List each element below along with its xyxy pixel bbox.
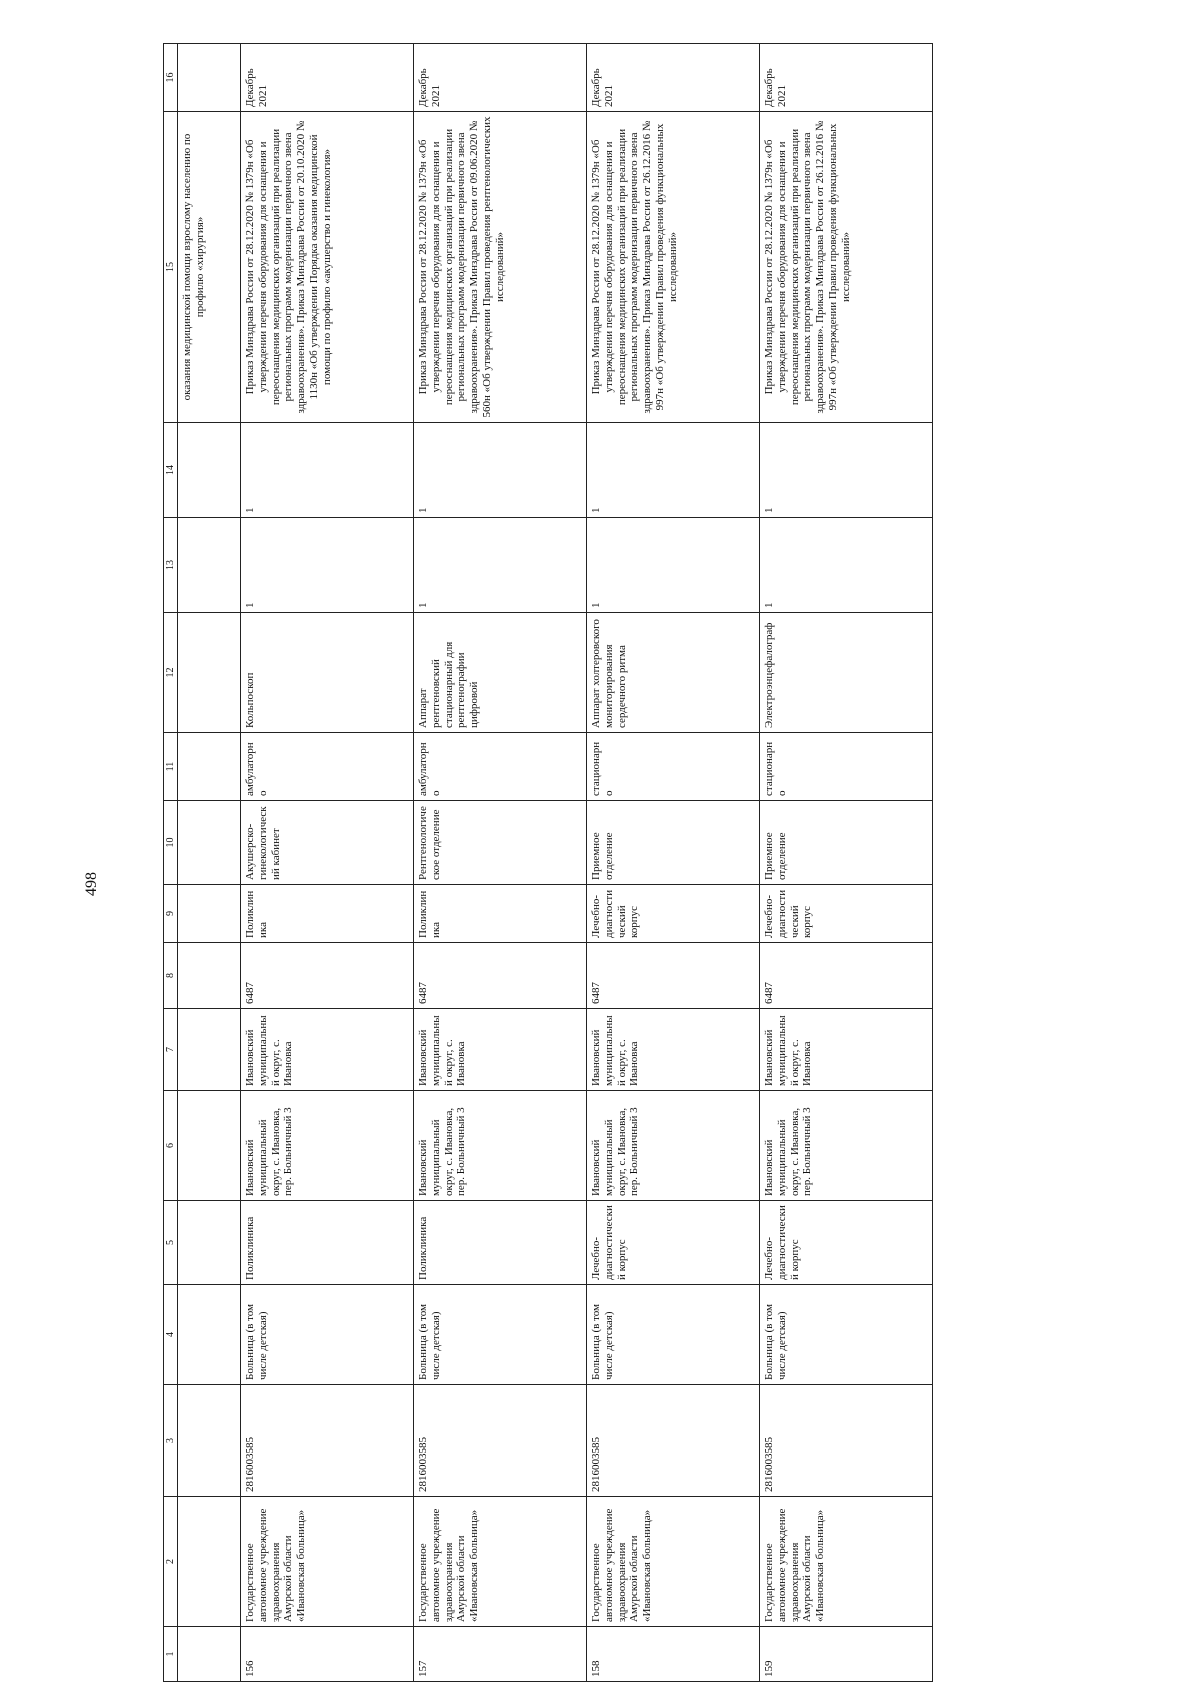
column-number: 11 [164, 733, 178, 801]
unit-cell: Поликлиника [241, 885, 414, 943]
care-mode-cell: амбулаторно [414, 733, 587, 801]
empty-cell [178, 423, 241, 518]
inn-cell: 2816003585 [241, 1385, 414, 1497]
department-cell: Приемное отделение [760, 801, 933, 885]
table-row [760, 44, 933, 1682]
column-number: 15 [164, 112, 178, 423]
care-mode-cell: стационарно [587, 733, 760, 801]
regulation-cell: Приказ Минздрава России от 28.12.2020 № 1379н «Об утверждении перечня оборудования для оснащения и переоснащения медицинских организаций при реализации региональных программ модернизации первичного звена здравоохранения». Приказ Минздрава России от 26.12.2016 № 997н «Об утверждении Правил проведения функциональных исследований» [760, 112, 933, 423]
empty-cell [178, 1009, 241, 1091]
page-number: 498 [83, 872, 100, 896]
empty-cell [178, 1627, 241, 1682]
quantity-cell: 1 [241, 518, 414, 613]
quantity-cell: 1 [587, 423, 760, 518]
column-number: 7 [164, 1009, 178, 1091]
quantity-cell: 1 [414, 518, 587, 613]
regulation-cell: Приказ Минздрава России от 28.12.2020 № 1379н «Об утверждении перечня оборудования для оснащения и переоснащения медицинских организаций при реализации региональных программ модернизации первичного звена здравоохранения». Приказ Минздрава России от 26.12.2016 № 997н «Об утверждении Правил проведения функциональных исследований» [587, 112, 760, 423]
column-number-row [164, 44, 178, 1682]
regulation-cell: Приказ Минздрава России от 28.12.2020 № 1379н «Об утверждении перечня оборудования для оснащения и переоснащения медицинских организаций при реализации региональных программ модернизации первичного звена здравоохранения». Приказ Минздрава России от 20.10.2020 № 1130н «Об утверждении Порядка оказания медицинской помощи по профилю «акушерство и гинекология» [241, 112, 414, 423]
column-number: 9 [164, 885, 178, 943]
building-cell: Поликлиника [241, 1201, 414, 1285]
column-number: 4 [164, 1285, 178, 1385]
equipment-cell: Аппарат рентгеновский стационарный для рентгенографии цифровой [414, 613, 587, 733]
empty-cell [178, 518, 241, 613]
column-number: 12 [164, 613, 178, 733]
column-number: 10 [164, 801, 178, 885]
empty-cell [178, 613, 241, 733]
date-cell: Декабрь 2021 [760, 44, 933, 112]
facility-type-cell: Больница (в том числе детская) [587, 1285, 760, 1385]
row-number-cell: 159 [760, 1627, 933, 1682]
equipment-cell: Кольпоскоп [241, 613, 414, 733]
empty-cell [178, 943, 241, 1009]
row-number-cell: 157 [414, 1627, 587, 1682]
column-number: 6 [164, 1091, 178, 1201]
code-cell: 6487 [760, 943, 933, 1009]
column-number: 8 [164, 943, 178, 1009]
unit-cell: Лечебно-диагностический корпус [760, 885, 933, 943]
empty-cell [178, 1285, 241, 1385]
table-row [241, 44, 414, 1682]
facility-type-cell: Больница (в том числе детская) [241, 1285, 414, 1385]
quantity-cell: 1 [587, 518, 760, 613]
quantity-cell: 1 [241, 423, 414, 518]
building-cell: Лечебно-диагностический корпус [587, 1201, 760, 1285]
data-rows [241, 44, 933, 1682]
department-cell: Акушерско-гинекологический кабинет [241, 801, 414, 885]
column-number: 1 [164, 1627, 178, 1682]
column-number: 2 [164, 1497, 178, 1627]
column-number: 3 [164, 1385, 178, 1497]
unit-cell: Поликлиника [414, 885, 587, 943]
empty-cell [178, 801, 241, 885]
inn-cell: 2816003585 [414, 1385, 587, 1497]
empty-cell [178, 1201, 241, 1285]
unit-cell: Лечебно-диагностический корпус [587, 885, 760, 943]
table-row [414, 44, 587, 1682]
date-cell: Декабрь 2021 [587, 44, 760, 112]
care-mode-cell: стационарно [760, 733, 933, 801]
code-cell: 6487 [587, 943, 760, 1009]
address-cell: Ивановский муниципальный округ, с. Ивановка, пер. Больничный 3 [760, 1091, 933, 1201]
row-number-cell: 158 [587, 1627, 760, 1682]
empty-cell [178, 733, 241, 801]
column-number: 14 [164, 423, 178, 518]
address-cell: Ивановский муниципальный округ, с. Ивановка, пер. Больничный 3 [587, 1091, 760, 1201]
continuation-doc-cell: оказания медицинской помощи взрослому населению по профилю «хирургия» [178, 112, 241, 423]
department-cell: Рентгенологическое отделение [414, 801, 587, 885]
equipment-cell: Аппарат холтеровского мониторирования сердечного ритма [587, 613, 760, 733]
locality-cell: Ивановский муниципальный округ, с. Ивановка [760, 1009, 933, 1091]
code-cell: 6487 [414, 943, 587, 1009]
locality-cell: Ивановский муниципальный округ, с. Ивановка [241, 1009, 414, 1091]
address-cell: Ивановский муниципальный округ, с. Ивановка, пер. Больничный 3 [241, 1091, 414, 1201]
empty-cell [178, 1385, 241, 1497]
quantity-cell: 1 [760, 518, 933, 613]
care-mode-cell: амбулаторно [241, 733, 414, 801]
inn-cell: 2816003585 [760, 1385, 933, 1497]
inn-cell: 2816003585 [587, 1385, 760, 1497]
organization-cell: Государственное автономное учреждение здравоохранения Амурской области «Ивановская больница» [760, 1497, 933, 1627]
row-number-cell: 156 [241, 1627, 414, 1682]
organization-cell: Государственное автономное учреждение здравоохранения Амурской области «Ивановская больница» [241, 1497, 414, 1627]
building-cell: Лечебно-диагностический корпус [760, 1201, 933, 1285]
address-cell: Ивановский муниципальный округ, с. Ивановка, пер. Больничный 3 [414, 1091, 587, 1201]
organization-cell: Государственное автономное учреждение здравоохранения Амурской области «Ивановская больница» [414, 1497, 587, 1627]
organization-cell: Государственное автономное учреждение здравоохранения Амурской области «Ивановская больница» [587, 1497, 760, 1627]
department-cell: Приемное отделение [587, 801, 760, 885]
date-cell: Декабрь 2021 [414, 44, 587, 112]
table-row [587, 44, 760, 1682]
empty-cell [178, 885, 241, 943]
code-cell: 6487 [241, 943, 414, 1009]
column-number: 13 [164, 518, 178, 613]
column-number: 16 [164, 44, 178, 112]
equipment-table [163, 43, 933, 1682]
quantity-cell: 1 [760, 423, 933, 518]
regulation-cell: Приказ Минздрава России от 28.12.2020 № 1379н «Об утверждении перечня оборудования для оснащения и переоснащения медицинских организаций при реализации региональных программ модернизации первичного звена здравоохранения». Приказ Минздрава России от 09.06.2020 № 560н «Об утверждении Правил проведения рентгенологических исследований» [414, 112, 587, 423]
quantity-cell: 1 [414, 423, 587, 518]
empty-cell [178, 1497, 241, 1627]
date-cell: Декабрь 2021 [241, 44, 414, 112]
facility-type-cell: Больница (в том числе детская) [414, 1285, 587, 1385]
facility-type-cell: Больница (в том числе детская) [760, 1285, 933, 1385]
empty-cell [178, 1091, 241, 1201]
equipment-cell: Электроэнцефалограф [760, 613, 933, 733]
continuation-row [178, 44, 241, 1682]
locality-cell: Ивановский муниципальный округ, с. Ивановка [414, 1009, 587, 1091]
building-cell: Поликлиника [414, 1201, 587, 1285]
column-number: 5 [164, 1201, 178, 1285]
locality-cell: Ивановский муниципальный округ, с. Ивановка [587, 1009, 760, 1091]
empty-cell [178, 44, 241, 112]
